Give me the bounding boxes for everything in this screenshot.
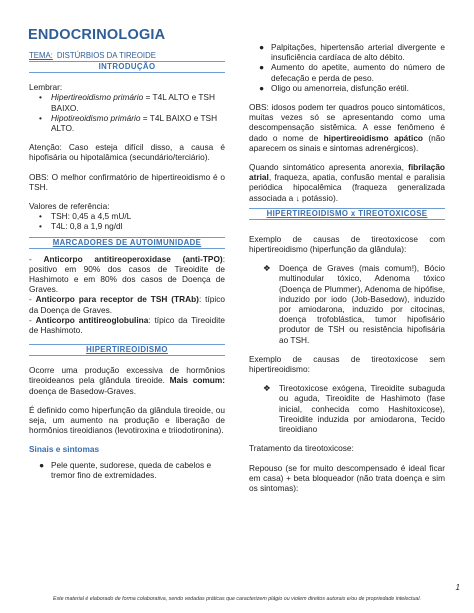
marcador-name: Anticorpo antitireoglobulina: [35, 314, 149, 325]
lembrar-label: Lembrar:: [29, 82, 63, 93]
causas-sem-list: [249, 383, 445, 434]
bullet-icon: ●: [259, 82, 265, 93]
paragraph-text: doença de Basedow-Graves.: [29, 385, 137, 396]
exemplo-sem-paragraph: Exemplo de causas de tireotoxicose sem hipertireoidismo:: [249, 353, 445, 375]
list-item-text: = T4L ALTO e TSH BAIXO.: [51, 92, 215, 113]
marcador-text: : típico da Doença de Graves.: [29, 294, 225, 315]
paragraph-text: (não aparecem os sinais e sintomas adrenérgicos).: [249, 132, 445, 153]
term-hipertireoidismo: Hipertireoidismo primário: [51, 92, 144, 103]
lembrar-list: [29, 92, 225, 133]
bullet-icon: •: [39, 211, 42, 222]
sintomas-list: [249, 42, 445, 93]
valores-list: [29, 211, 225, 231]
page-number: 1: [455, 583, 460, 592]
list-item-text: T4L: 0,8 a 1,9 ng/dl: [51, 221, 123, 232]
tratamento-label: Tratamento da tireotoxicose:: [249, 443, 354, 454]
section-header-tireotoxicose: HIPERTIREOIDISMO x TIREOTOXICOSE: [249, 208, 445, 220]
emphasis-text: Mais comum:: [169, 375, 225, 386]
marcador-text: : positivo em 90% dos casos de Tireoidite de Hashimoto e em 80% dos casos de Doença de Graves.: [29, 253, 225, 295]
emphasis-text: hipertireoidismo apático: [323, 132, 424, 143]
marcador-paragraph: - Anticorpo antitireoperoxidase (anti-TPO): positivo em 90% dos casos de Tireoidite de Hashimoto e em 80% dos casos de Doença de Graves.: [29, 253, 225, 295]
emphasis-text: fibrilação atrial: [249, 162, 445, 183]
tema-value: DISTÚRBIOS DA TIREOIDE: [56, 51, 156, 60]
list-item: [29, 113, 225, 133]
list-item: [29, 221, 225, 231]
hiper-paragraph-2: É definido como hiperfunção da glândula tireoide, ou seja, um aumento na produção e liberação de hormônios tireoidianos (levotiroxina e triiodotironina).: [29, 404, 225, 436]
bullet-icon: ●: [39, 459, 45, 470]
list-item: [249, 383, 445, 434]
bullet-icon: ●: [259, 42, 265, 52]
list-item: [29, 211, 225, 221]
section-header-hipertireoidismo: HIPERTIREOIDISMO: [29, 344, 225, 356]
paragraph-text: Ocorre uma produção excessiva de hormônios tireoideanos pela glândula tireoide.: [29, 365, 225, 386]
atencao-paragraph: Atenção: Caso esteja difícil disso, a causa é hipofisária ou hipotalâmica (secundário/terciário).: [29, 142, 225, 163]
section-header-introducao: INTRODUÇÃO: [29, 61, 225, 73]
diamond-bullet-icon: ❖: [263, 263, 271, 274]
tema-line: [29, 51, 225, 61]
list-item-text: Oligo ou amenorreia, disfunção erétil.: [271, 82, 409, 93]
marcador-paragraph: - Anticorpo antitireoglobulina: típico da Tireoidite de Hashimoto.: [29, 314, 225, 336]
diamond-bullet-icon: ❖: [263, 383, 271, 394]
marcador-paragraph: - Anticorpo para receptor de TSH (TRAb): típico da Doença de Graves.: [29, 294, 225, 315]
repouso-paragraph: Repouso (se for muito descompensado é ideal ficar em casa) + beta bloqueador (não trata doença e sim os sintomas):: [249, 462, 445, 493]
list-item-text: Aumento do apetite, aumento do número de defecação e perda de peso.: [271, 62, 445, 83]
bullet-icon: •: [39, 221, 42, 232]
list-item: [29, 460, 225, 480]
right-column: [249, 42, 445, 493]
tema-label: TEMA:: [29, 51, 53, 60]
term-hipotireoidismo: Hipotireoidismo primário: [51, 112, 141, 123]
list-item-text: = T4L BAIXO e TSH ALTO.: [51, 112, 218, 134]
list-item-text: Tireotoxicose exógena, Tireoidite subaguda ou aguda, Tireoidite de Hashimoto (fase inicial, conhecida como Hashitoxicose), Tireoidite induzida por amiodarona, Tecido tireoidiano: [279, 383, 445, 435]
bullet-icon: ●: [259, 62, 265, 73]
list-item: [249, 62, 445, 82]
page-title: ENDOCRINOLOGIA: [28, 27, 166, 43]
paragraph-text: , fraqueza, apatia, confusão mental e paralisia periódica hipocalêmica (fraqueza generalizada associada a ↓ potássio).: [249, 172, 445, 203]
paragraph-text: Quando sintomático apresenta anorexia,: [249, 162, 409, 173]
sinais-heading: Sinais e sintomas: [29, 444, 100, 455]
exemplo-com-paragraph: Exemplo de causas de tireotoxicose com hipertireoidismo (hiperfunção da glândula):: [249, 233, 445, 255]
obs-idosos-paragraph: [249, 102, 445, 153]
list-item-text: Doença de Graves (mais comum!), Bócio multinodular tóxico, Adenoma tóxico (Doença de Plummer), Adenoma de hipófise, induzido por iodo (Job-Basedow), induzido por amiodarona, induzido por citocinas, doença trofoblástica, tumor hipofisário produtor de TSH ou resistência hipofisária ao TSH.: [279, 263, 445, 345]
valores-label: Valores de referência:: [29, 201, 110, 212]
obs-paragraph: OBS: O melhor confirmatório de hipertireoidismo é o TSH.: [29, 171, 225, 192]
list-item: [249, 263, 445, 345]
footer-disclaimer: Este material é elaborado de forma colaborativa, sendo vedadas práticas que caracterizem plágio ou violem direitos autorais e/ou de propriedade intelectual.: [52, 596, 422, 602]
causas-com-list: [249, 263, 445, 345]
marcador-name: Anticorpo para receptor de TSH (TRAb): [35, 294, 199, 305]
list-item-text: Palpitações, hipertensão arterial divergente e insuficiência cardíaca de alto débito.: [271, 42, 445, 63]
bullet-icon: •: [39, 92, 42, 103]
paragraph-text: OBS: idosos podem ter quadros pouco sintomáticos, muitas vezes só se apresentando como uma descompensação sistêmica. A esse fenômeno é dado o nome de: [249, 102, 445, 143]
marcador-name: Anticorpo antitireoperoxidase (anti-TPO): [43, 253, 223, 264]
left-column: [29, 51, 225, 480]
list-item-text: Pele quente, sudorese, queda de cabelos e tremor fino de extremidades.: [51, 459, 212, 480]
list-item: [249, 83, 445, 93]
quando-sintomatico-paragraph: [249, 162, 445, 203]
marcador-text: : típico da Tireoidite de Hashimoto.: [29, 314, 225, 336]
list-item: [29, 92, 225, 112]
sinais-list: [29, 460, 225, 480]
list-item-text: TSH: 0,45 a 4,5 mU/L: [51, 211, 132, 222]
section-header-marcadores: MARCADORES DE AUTOIMUNIDADE: [29, 237, 225, 249]
list-item: [249, 42, 445, 62]
hiper-paragraph-1: [29, 365, 225, 396]
bullet-icon: •: [39, 112, 42, 123]
